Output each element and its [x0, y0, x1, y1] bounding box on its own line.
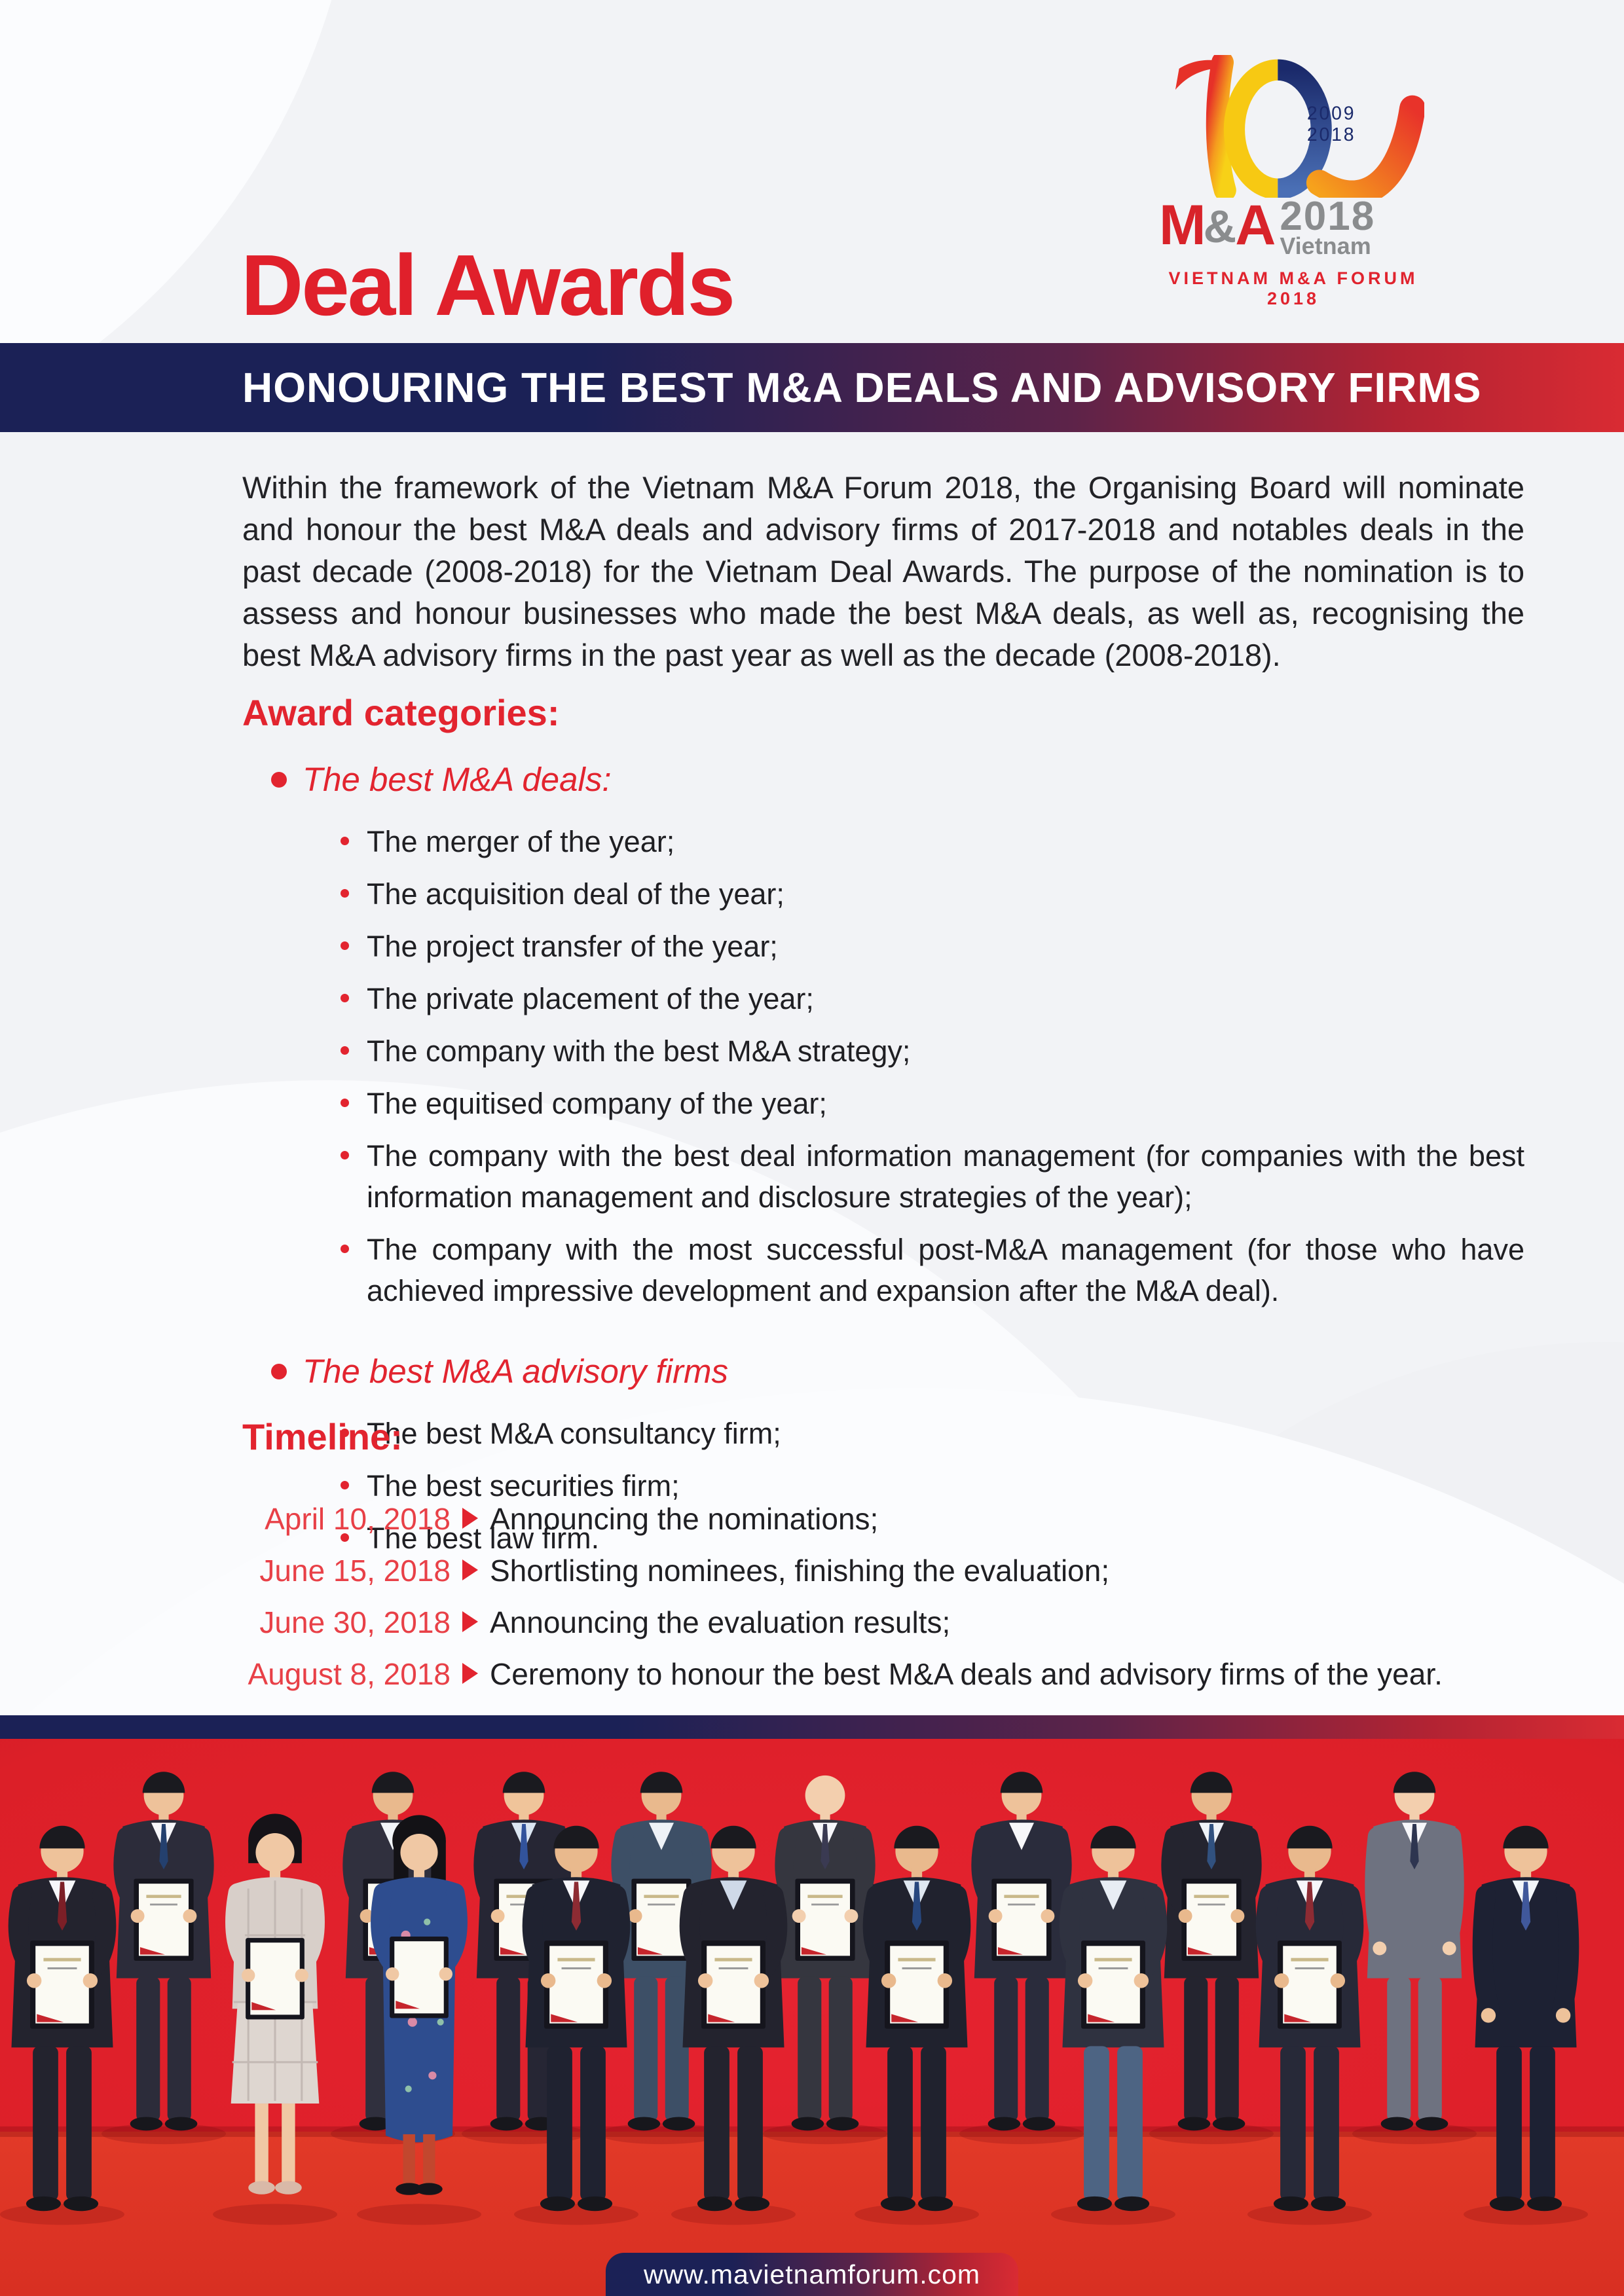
timeline-date: June 30, 2018 — [259, 1605, 451, 1639]
timeline-heading: Timeline: — [242, 1416, 403, 1457]
bullet-icon — [341, 889, 349, 898]
group-label — [242, 1352, 1524, 1391]
list-item — [242, 873, 1524, 915]
arrow-right-icon — [462, 1559, 478, 1580]
logo-year: 2018 — [1280, 194, 1376, 239]
timeline-description: Announcing the nominations; — [490, 1502, 879, 1536]
list-item — [242, 821, 1524, 862]
list-item-text: The equitised company of the year; — [367, 1087, 827, 1120]
bullet-icon — [341, 1046, 349, 1055]
group-label-text: The best M&A advisory firms — [303, 1353, 728, 1390]
logo-forum-caption: VIETNAM M&A FORUM 2018 — [1168, 268, 1418, 308]
photo-top-divider — [0, 1715, 1624, 1739]
logo-year-end: 2018 — [1306, 124, 1356, 145]
vietnam-ma-forum-logo — [1159, 55, 1428, 309]
list-item — [242, 1030, 1524, 1072]
list-item — [242, 1135, 1524, 1218]
intro-paragraph: Within the framework of the Vietnam M&A Forum 2018, the Organising Board will nominate and honour the best M&A deals and advisory firms of 2017-2018 and notables deals in the past decade (2008-2018) for the Vietnam Deal Awards. The purpose of the nomination is to assess and honour businesses who made the best M&A deals, as well as, recognising the best M&A advisory firms in the past year as well as the decade (2008-2018). — [242, 470, 1524, 672]
list-item-text: The company with the best M&A strategy; — [367, 1034, 911, 1068]
group-bullet-icon — [271, 772, 287, 788]
logo-a: A — [1235, 194, 1274, 257]
bullet-icon — [341, 1245, 349, 1253]
timeline-description: Shortlisting nominees, finishing the evaluation; — [490, 1554, 1110, 1588]
banner-strip — [0, 343, 1624, 432]
group-label — [242, 760, 1524, 799]
list-item-text: The company with the best deal information management (for companies with the best information management and disclosure strategies of the year); — [367, 1139, 1524, 1214]
list-item-text: The best securities firm; — [367, 1469, 680, 1503]
timeline-description: Announcing the evaluation results; — [490, 1605, 951, 1639]
list-item — [242, 1229, 1524, 1311]
arrow-right-icon — [462, 1508, 478, 1529]
timeline-date: June 15, 2018 — [259, 1554, 451, 1588]
timeline-date: April 10, 2018 — [265, 1502, 451, 1536]
bullet-icon — [341, 994, 349, 1002]
list-item-text: The company with the most successful post-M&A management (for those who have achieved impressive development and expansion after the M&A deal). — [367, 1233, 1524, 1307]
award-group-deals — [242, 760, 1524, 1311]
timeline-rows — [242, 1500, 1524, 1693]
group-bullet-icon — [271, 1364, 287, 1379]
deals-list — [242, 821, 1524, 1311]
list-item-text: The private placement of the year; — [367, 982, 814, 1015]
timeline-date: August 8, 2018 — [248, 1657, 451, 1691]
list-item-text: The merger of the year; — [367, 825, 675, 858]
timeline-description: Ceremony to honour the best M&A deals and advisory firms of the year. — [490, 1657, 1443, 1691]
group-label-text: The best M&A deals: — [303, 761, 612, 798]
awards-ceremony-photo — [0, 1739, 1624, 2296]
arrow-right-icon — [462, 1663, 478, 1684]
bullet-icon — [341, 837, 349, 845]
list-item-text: The project transfer of the year; — [367, 930, 778, 963]
photo-section — [0, 1715, 1624, 2296]
timeline-section — [242, 1415, 1524, 1693]
banner-headline: HONOURING THE BEST M&A DEALS AND ADVISORY FIRMS — [242, 364, 1482, 411]
page-title: Deal Awards — [241, 237, 734, 333]
logo-10th-anniversary-ribbon-icon — [1162, 55, 1424, 198]
list-item-text: The acquisition deal of the year; — [367, 877, 784, 911]
logo-ma-2018-vietnam — [1159, 194, 1428, 259]
logo-ampersand: & — [1203, 201, 1236, 252]
list-item-text: The best M&A consultancy firm; — [367, 1417, 781, 1450]
bullet-icon — [341, 1151, 349, 1159]
list-item — [242, 926, 1524, 967]
list-item — [242, 978, 1524, 1019]
logo-country: Vietnam — [1280, 232, 1371, 259]
arrow-right-icon — [462, 1611, 478, 1632]
award-categories-heading: Award categories: — [242, 692, 560, 733]
list-item — [242, 1083, 1524, 1124]
list-item-text: The best law firm. — [367, 1522, 600, 1555]
logo-year-start: 2009 — [1306, 103, 1356, 124]
logo-m: M — [1159, 194, 1204, 257]
website-link[interactable] — [606, 2253, 1018, 2296]
website-url: www.mavietnamforum.com — [643, 2259, 981, 2289]
bullet-icon — [341, 941, 349, 950]
bullet-icon — [341, 1099, 349, 1107]
